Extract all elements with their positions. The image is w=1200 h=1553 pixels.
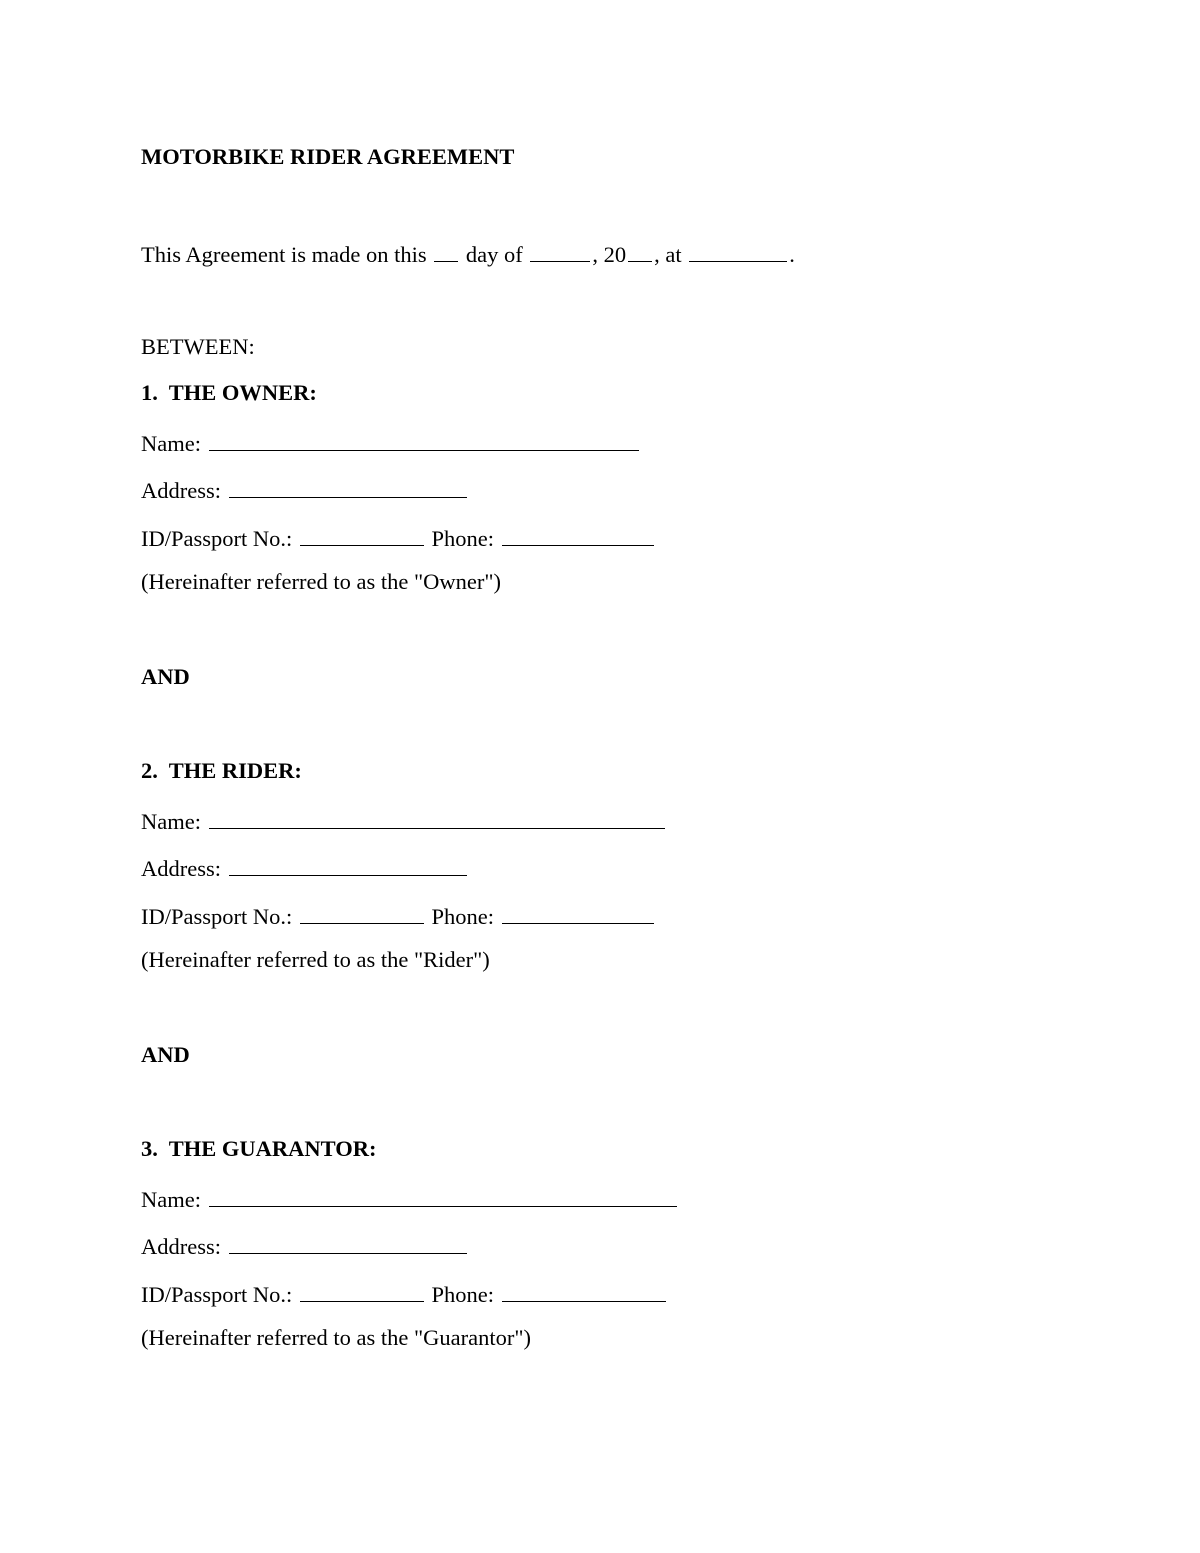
place-blank[interactable] (689, 241, 787, 262)
intro-text-1: This Agreement is made on this (141, 242, 427, 267)
address-label: Address: (141, 478, 221, 503)
rider-reference: (Hereinafter referred to as the "Rider") (141, 947, 490, 972)
rider-id-field[interactable] (300, 903, 424, 924)
guarantor-name-field[interactable] (209, 1186, 677, 1207)
owner-address-row (141, 477, 469, 503)
owner-reference: (Hereinafter referred to as the "Owner") (141, 569, 502, 594)
rider-name-field[interactable] (209, 808, 665, 829)
rider-address-field[interactable] (229, 855, 467, 876)
rider-address-row (141, 855, 469, 881)
phone-label: Phone: (431, 904, 495, 929)
intro-text-4: , at (654, 242, 682, 267)
guarantor-id-row (141, 1281, 668, 1307)
intro-text-2: day of (465, 242, 523, 267)
month-blank[interactable] (530, 241, 590, 262)
guarantor-reference: (Hereinafter referred to as the "Guarantor") (141, 1325, 532, 1350)
rider-heading: 2. THE RIDER: (141, 758, 302, 783)
guarantor-address-field[interactable] (229, 1233, 467, 1254)
phone-label: Phone: (431, 526, 495, 551)
phone-label: Phone: (431, 1282, 495, 1307)
rider-id-row (141, 903, 656, 929)
guarantor-id-field[interactable] (300, 1281, 424, 1302)
document-title: MOTORBIKE RIDER AGREEMENT (141, 144, 515, 169)
owner-id-field[interactable] (300, 525, 424, 546)
year-blank[interactable] (628, 241, 652, 262)
and-label-1: AND (141, 664, 190, 689)
intro-text-3: , 20 (592, 242, 627, 267)
address-label: Address: (141, 856, 221, 881)
owner-name-row (141, 430, 641, 456)
id-label: ID/Passport No.: (141, 904, 293, 929)
owner-id-row (141, 525, 656, 551)
and-label-2: AND (141, 1042, 190, 1067)
id-label: ID/Passport No.: (141, 526, 293, 551)
owner-heading: 1. THE OWNER: (141, 380, 317, 405)
owner-address-field[interactable] (229, 477, 467, 498)
owner-name-field[interactable] (209, 430, 639, 451)
day-blank[interactable] (434, 241, 458, 262)
rider-name-row (141, 808, 667, 834)
name-label: Name: (141, 1187, 201, 1212)
guarantor-heading: 3. THE GUARANTOR: (141, 1136, 377, 1161)
intro-text-5: . (789, 242, 795, 267)
name-label: Name: (141, 809, 201, 834)
id-label: ID/Passport No.: (141, 1282, 293, 1307)
guarantor-name-row (141, 1186, 679, 1212)
guarantor-address-row (141, 1233, 469, 1259)
name-label: Name: (141, 431, 201, 456)
address-label: Address: (141, 1234, 221, 1259)
intro-sentence (141, 241, 795, 267)
between-label: BETWEEN: (141, 334, 255, 359)
rider-phone-field[interactable] (502, 903, 654, 924)
owner-phone-field[interactable] (502, 525, 654, 546)
guarantor-phone-field[interactable] (502, 1281, 666, 1302)
